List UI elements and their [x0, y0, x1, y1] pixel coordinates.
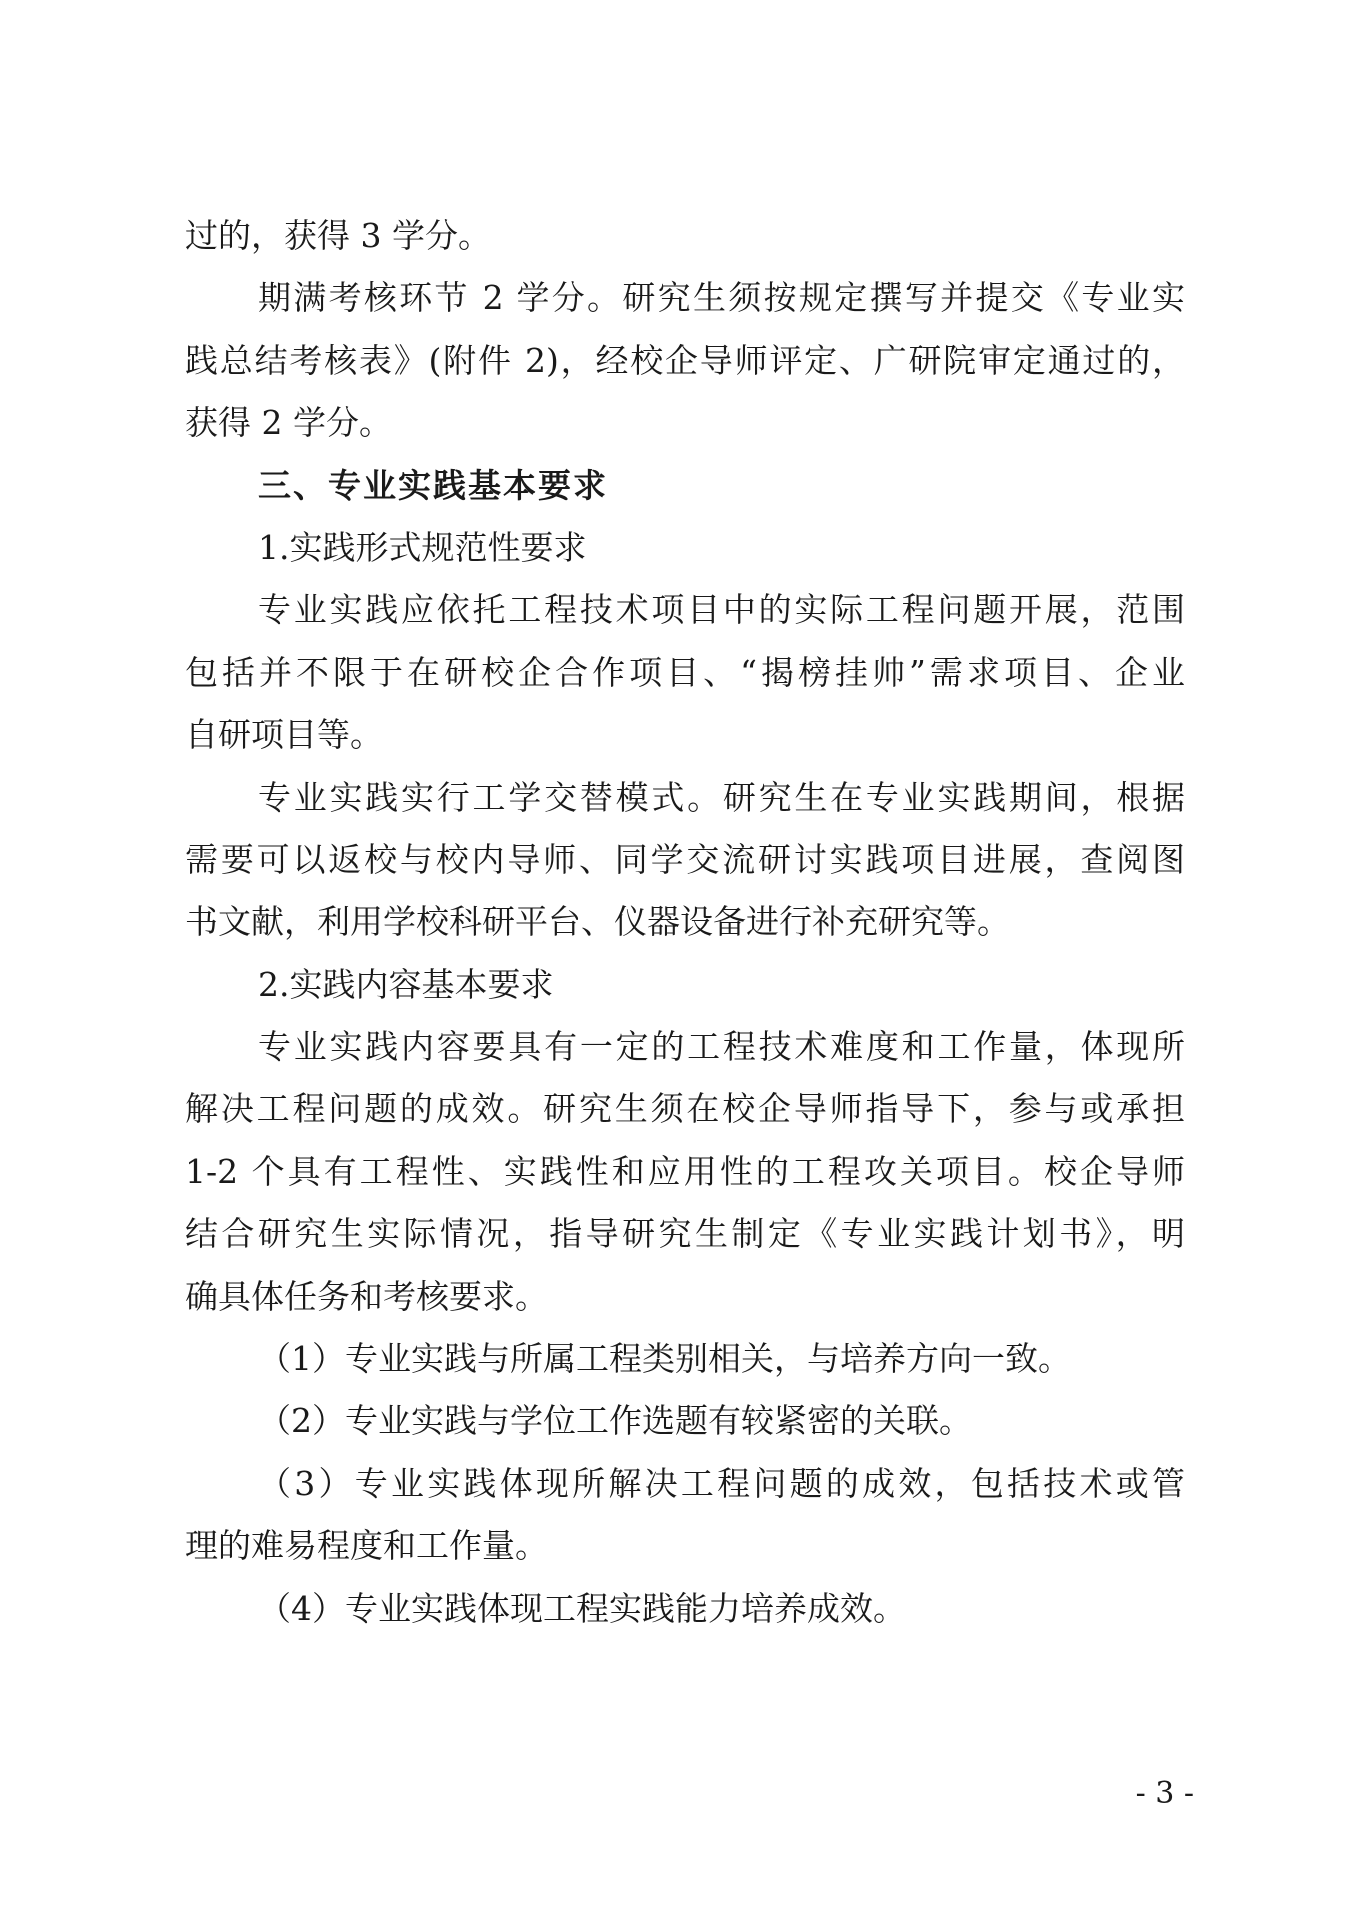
- text-line-content-4: 结合研究生实际情况，指导研究生制定《专业实践计划书》，明: [185, 1214, 1185, 1254]
- list-item-2: （2）专业实践与学位工作选题有较紧密的关联。: [258, 1401, 972, 1441]
- text-line-work-study-1: 专业实践实行工学交替模式。研究生在专业实践期间，根据: [258, 777, 1185, 817]
- text-line-work-study-2: 需要可以返校与校内导师、同学交流研讨实践项目进展，查阅图: [185, 839, 1185, 879]
- section-heading-requirements: 三、专业实践基本要求: [258, 465, 608, 505]
- text-line-work-study-3: 书文献，利用学校科研平台、仪器设备进行补充研究等。: [185, 902, 1010, 942]
- text-line-content-5: 确具体任务和考核要求。: [185, 1276, 548, 1316]
- text-line-practice-form-2: 包括并不限于在研校企合作项目、“揭榜挂帅”需求项目、企业: [185, 652, 1185, 692]
- text-line-content-3: 1-2 个具有工程性、实践性和应用性的工程攻关项目。校企导师: [185, 1151, 1185, 1191]
- subheading-practice-content: 2.实践内容基本要求: [258, 964, 554, 1004]
- text-line-content-2: 解决工程问题的成效。研究生须在校企导师指导下，参与或承担: [185, 1089, 1185, 1129]
- text-line-final-assessment: 期满考核环节 2 学分。研究生须按规定撰写并提交《专业实: [258, 278, 1185, 318]
- text-line-content-1: 专业实践内容要具有一定的工程技术难度和工作量，体现所: [258, 1027, 1185, 1067]
- document-body: [185, 205, 1185, 1640]
- subheading-practice-form: 1.实践形式规范性要求: [258, 527, 587, 567]
- text-line-practice-form-1: 专业实践应依托工程技术项目中的实际工程问题开展，范围: [258, 590, 1185, 630]
- page-number: - 3 -: [1135, 1776, 1194, 1811]
- text-line-final-assessment-cont: 践总结考核表》(附件 2)，经校企导师评定、广研院审定通过的，: [185, 340, 1185, 380]
- list-item-1: （1）专业实践与所属工程类别相关，与培养方向一致。: [258, 1339, 1071, 1379]
- list-item-4: （4）专业实践体现工程实践能力培养成效。: [258, 1588, 906, 1628]
- text-line-practice-form-3: 自研项目等。: [185, 715, 383, 755]
- list-item-3-cont: 理的难易程度和工作量。: [185, 1526, 548, 1566]
- text-line-credits-end: 过的，获得 3 学分。: [185, 216, 491, 255]
- list-item-3: （3）专业实践体现所解决工程问题的成效，包括技术或管: [258, 1463, 1185, 1503]
- text-line-final-assessment-end: 获得 2 学分。: [185, 403, 392, 443]
